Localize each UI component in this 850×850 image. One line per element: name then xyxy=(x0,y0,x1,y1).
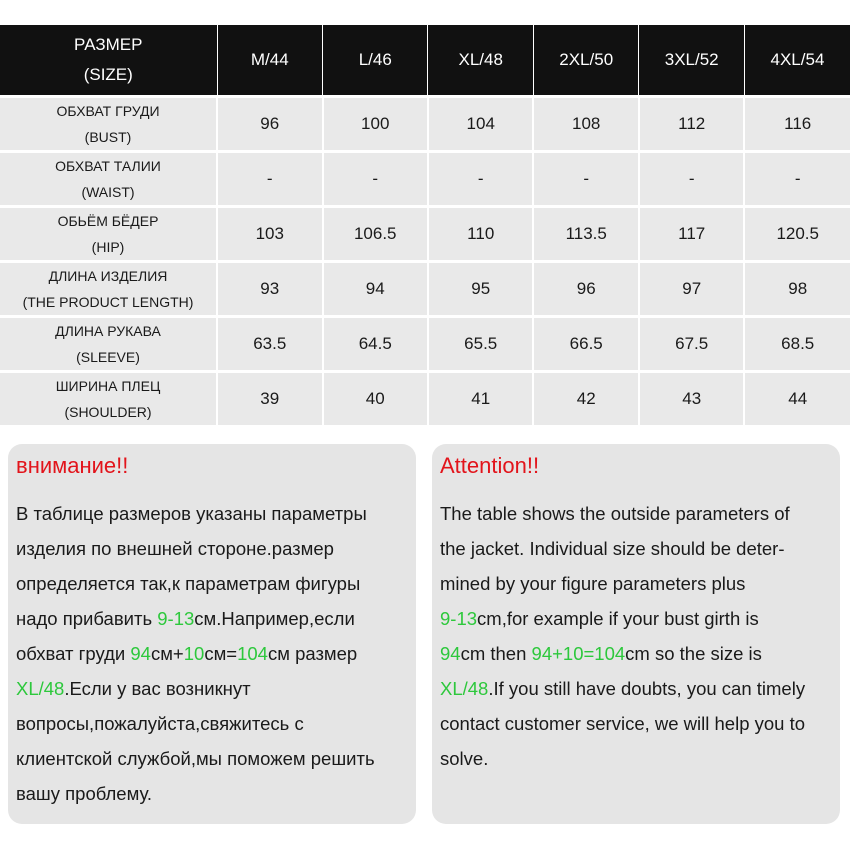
size-header-cell: M/44 xyxy=(217,25,322,97)
measurement-cell: 106.5 xyxy=(323,207,428,262)
param-label-cell xyxy=(0,97,217,152)
size-header-cell: XL/48 xyxy=(428,25,533,97)
measurement-cell: - xyxy=(639,152,744,207)
param-label-en: (THE PRODUCT LENGTH) xyxy=(22,294,194,310)
param-label-cell xyxy=(0,262,217,317)
note-title: внимание!! xyxy=(16,453,129,478)
measurement-cell: 104 xyxy=(428,97,533,152)
param-label-cell xyxy=(0,207,217,262)
table-row xyxy=(0,317,850,372)
note-text: cm,for example if your bust girth is xyxy=(477,608,759,629)
note-line xyxy=(440,531,832,566)
measurement-cell: 108 xyxy=(533,97,638,152)
note-body xyxy=(440,496,832,776)
note-text: обхват груди xyxy=(16,643,131,664)
note-text: The table shows the outside parameters of xyxy=(440,503,790,524)
size-header-label-ru: РАЗМЕР xyxy=(74,35,143,54)
size-header-cell: 4XL/54 xyxy=(744,25,850,97)
note-text: вопросы,пожалуйста,свяжитесь с xyxy=(16,713,304,734)
highlighted-value: 94 xyxy=(130,643,151,664)
param-label-en: (SLEEVE) xyxy=(76,349,140,365)
note-text: cm then xyxy=(460,643,532,664)
measurement-cell: 39 xyxy=(217,372,322,426)
measurement-cell: 96 xyxy=(217,97,322,152)
highlighted-value: 10 xyxy=(183,643,205,664)
param-label-en: (HIP) xyxy=(91,239,125,255)
param-label-en: (SHOULDER) xyxy=(64,404,152,420)
measurement-cell: 95 xyxy=(428,262,533,317)
highlighted-value: 9-13 xyxy=(440,608,478,629)
size-header-label-en: (SIZE) xyxy=(83,65,133,84)
measurement-cell: 44 xyxy=(744,372,850,426)
note-line xyxy=(16,706,408,741)
note-text: cm so the size is xyxy=(625,643,762,664)
note-text: изделия по внешней стороне.размер xyxy=(16,538,334,559)
measurement-cell: - xyxy=(533,152,638,207)
size-header-cell: L/46 xyxy=(323,25,428,97)
measurement-cell: - xyxy=(744,152,850,207)
note-line xyxy=(16,741,408,776)
note-text: клиентской службой,мы поможем решить xyxy=(16,748,375,769)
note-text: .If you still have doubts, you can timely xyxy=(488,678,806,699)
note-text: вашу проблему. xyxy=(16,783,153,804)
table-row xyxy=(0,207,850,262)
highlighted-value: XL/48 xyxy=(16,678,65,699)
note-line xyxy=(440,741,832,776)
param-label-en: (WAIST) xyxy=(81,184,135,200)
note-text: см.Например,если xyxy=(194,608,355,629)
param-label-ru: ДЛИНА РУКАВА xyxy=(55,323,161,339)
size-chart-table xyxy=(0,25,850,425)
measurement-cell: 67.5 xyxy=(639,317,744,372)
note-line xyxy=(16,531,408,566)
param-label-en: (BUST) xyxy=(84,129,132,145)
measurement-cell: 112 xyxy=(639,97,744,152)
measurement-cell: 66.5 xyxy=(533,317,638,372)
highlighted-value: 104 xyxy=(237,643,268,664)
note-text: см размер xyxy=(267,643,358,664)
size-header-label xyxy=(0,25,217,97)
highlighted-value: 9-13 xyxy=(157,608,195,629)
note-text: В таблице размеров указаны параметры xyxy=(16,503,367,524)
note-line xyxy=(16,566,408,601)
size-header-row xyxy=(0,25,850,97)
note-text: .Если у вас возникнут xyxy=(64,678,251,699)
measurement-cell: 100 xyxy=(323,97,428,152)
note-text: см+ xyxy=(150,643,184,664)
note-line xyxy=(440,566,832,601)
measurement-cell: - xyxy=(428,152,533,207)
note-text: mined by your figure parameters plus xyxy=(440,573,746,594)
param-label-ru: ОБХВАТ ГРУДИ xyxy=(56,103,160,119)
note-text: contact customer service, we will help you to xyxy=(440,713,806,734)
measurement-cell: 40 xyxy=(323,372,428,426)
highlighted-value: 94+10=104 xyxy=(531,643,626,664)
measurement-cell: 110 xyxy=(428,207,533,262)
measurement-cell: 96 xyxy=(533,262,638,317)
measurement-cell: 43 xyxy=(639,372,744,426)
note-line xyxy=(16,636,408,671)
note-text: solve. xyxy=(440,748,489,769)
measurement-cell: 94 xyxy=(323,262,428,317)
note-body xyxy=(16,496,408,811)
attention-note-english xyxy=(432,444,840,824)
note-text: см= xyxy=(204,643,238,664)
measurement-cell: 65.5 xyxy=(428,317,533,372)
measurement-cell: 41 xyxy=(428,372,533,426)
param-label-ru: ШИРИНА ПЛЕЦ xyxy=(55,378,161,394)
table-row xyxy=(0,152,850,207)
measurement-cell: 68.5 xyxy=(744,317,850,372)
measurement-cell: 116 xyxy=(744,97,850,152)
note-title: Attention!! xyxy=(440,453,540,478)
measurement-cell: 93 xyxy=(217,262,322,317)
param-label-cell xyxy=(0,372,217,426)
note-line xyxy=(440,706,832,741)
note-line xyxy=(440,601,832,636)
measurement-cell: 64.5 xyxy=(323,317,428,372)
note-text: надо прибавить xyxy=(16,608,158,629)
param-label-cell xyxy=(0,152,217,207)
measurement-cell: 97 xyxy=(639,262,744,317)
table-row xyxy=(0,262,850,317)
highlighted-value: 94 xyxy=(440,643,461,664)
highlighted-value: XL/48 xyxy=(440,678,489,699)
measurement-cell: 117 xyxy=(639,207,744,262)
measurement-cell: 42 xyxy=(533,372,638,426)
attention-note-russian xyxy=(8,444,416,824)
size-header-cell: 2XL/50 xyxy=(533,25,638,97)
note-line xyxy=(16,776,408,811)
measurement-cell: 98 xyxy=(744,262,850,317)
measurement-cell: 103 xyxy=(217,207,322,262)
param-label-cell xyxy=(0,317,217,372)
measurement-cell: - xyxy=(217,152,322,207)
note-line xyxy=(16,671,408,706)
measurement-cell: 120.5 xyxy=(744,207,850,262)
measurement-cell: - xyxy=(323,152,428,207)
note-text: the jacket. Individual size should be deter- xyxy=(440,538,785,559)
note-text: определяется так,к параметрам фигуры xyxy=(16,573,361,594)
measurement-cell: 63.5 xyxy=(217,317,322,372)
note-line xyxy=(440,671,832,706)
param-label-ru: ОБХВАТ ТАЛИИ xyxy=(55,158,161,174)
table-row xyxy=(0,97,850,152)
param-label-ru: ОБЬЁМ БЁДЕР xyxy=(57,213,159,229)
table-row xyxy=(0,372,850,426)
note-line xyxy=(440,636,832,671)
size-header-cell: 3XL/52 xyxy=(639,25,744,97)
note-line xyxy=(16,496,408,531)
measurement-cell: 113.5 xyxy=(533,207,638,262)
param-label-ru: ДЛИНА ИЗДЕЛИЯ xyxy=(48,268,168,284)
note-line xyxy=(440,496,832,531)
note-line xyxy=(16,601,408,636)
